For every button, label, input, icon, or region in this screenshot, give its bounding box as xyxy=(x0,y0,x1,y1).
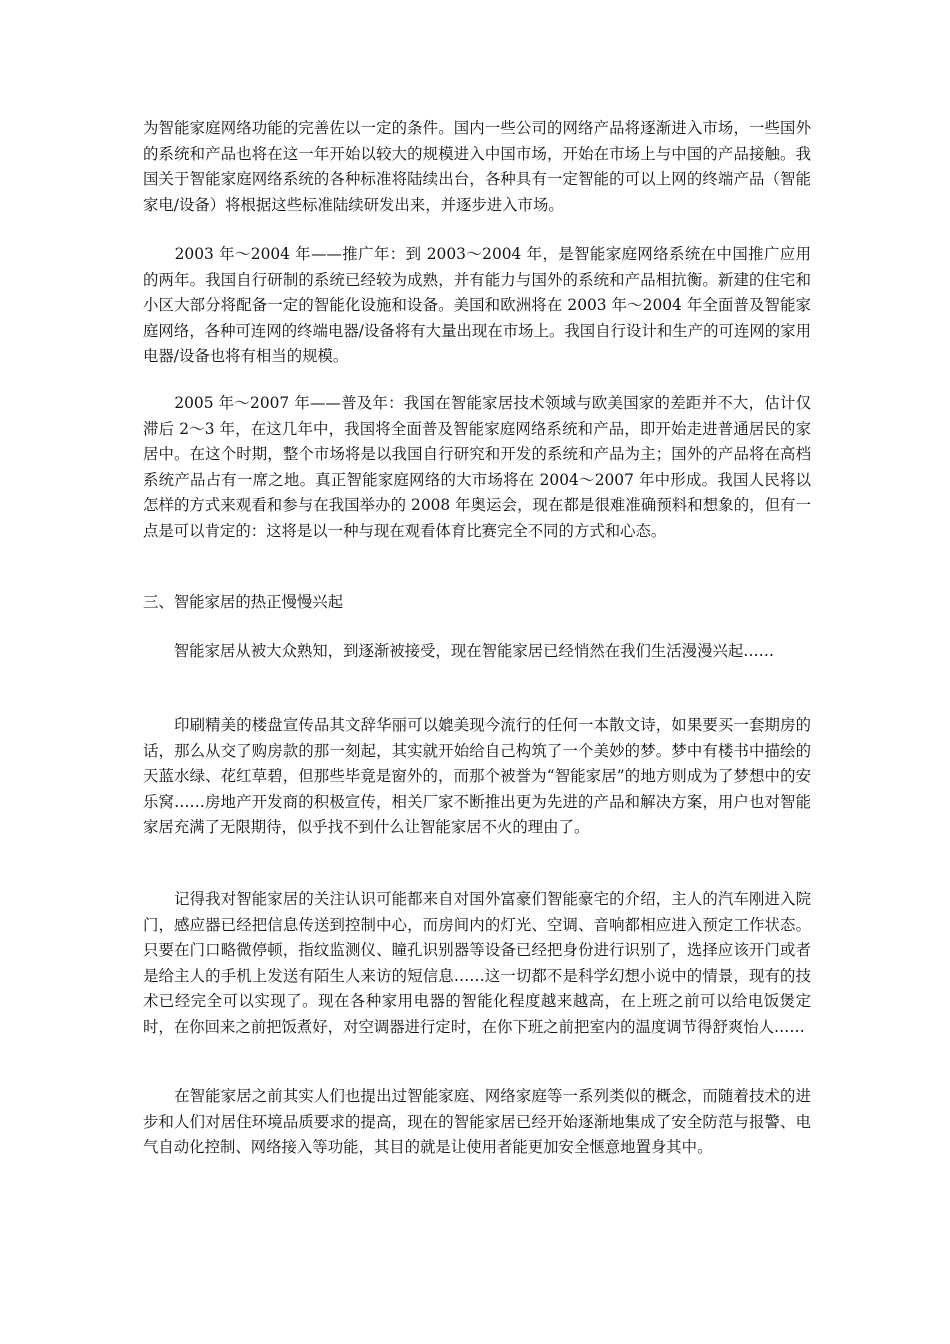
section-heading-3: 三、智能家居的热正慢慢兴起 xyxy=(143,593,344,611)
paragraph-concept-evolution: 在智能家居之前其实人们也提出过智能家庭、网络家庭等一系列类似的概念，而随着技术的进步和人们对居住环境品质要求的提高，现在的智能家居已经开始逐渐地集成了安全防范与报警、电气自动化控制、网络接入等功能，其目的就是让使用者能更加安全惬意地置身其中。 xyxy=(143,1087,811,1157)
paragraph-brochure-dream: 印刷精美的楼盘宣传品其文辞华丽可以媲美现今流行的任何一本散文诗，如果要买一套期房的话，那么从交了购房款的那一刻起，其实就开始给自己构筑了一个美妙的梦。梦中有楼书中描绘的天蓝水绿、花红草碧，但那些毕竟是窗外的，而那个被誉为“智能家居”的地方则成为了梦想中的安乐窝……房地产开发商的积极宣传，相关厂家不断推出更为先进的产品和解决方案，用户也对智能家居充满了无限期待，似乎找不到什么让智能家居不火的理由了。 xyxy=(143,716,811,837)
paragraph-promotion-years: 2003 年～2004 年——推广年：到 2003～2004 年，是智能家庭网络系统在中国推广应用的两年。我国自行研制的系统已经较为成熟，并有能力与国外的系统和产品相抗衡。新建的住宅和小区大部分将配备一定的智能化设施和设备。美国和欧洲将在 2003 年～2004 年全面普及智能家庭网络，各种可连网的终端电器/设备将有大量出现在市场上。我国自行设计和生产的可连网的家用电器/设备也将有相当的规模。 xyxy=(143,245,811,366)
paragraph-popularization-years: 2005 年～2007 年——普及年：我国在智能家居技术领域与欧美国家的差距并不大，估计仅滞后 2～3 年，在这几年中，我国将全面普及智能家庭网络系统和产品，即开始走进普通居民的家居中。在这个时期，整个市场将是以我国自行研究和开发的系统和产品为主；国外的产品将在高档系统产品占有一席之地。真正智能家庭网络的大市场将在 2004～2007 年中形成。我国人民将以怎样的方式来观看和参与在我国举办的 2008 年奥运会，现在都是很难准确预料和想象的，但有一点是可以肯定的：这将是以一种与现在观看体育比赛完全不同的方式和心态。 xyxy=(143,394,811,540)
paragraph-smart-home-rising: 智能家居从被大众熟知，到逐渐被接受，现在智能家居已经悄然在我们生活漫漫兴起…… xyxy=(143,642,775,660)
paragraph-network-conditions: 为智能家庭网络功能的完善佐以一定的条件。国内一些公司的网络产品将逐渐进入市场，一些国外的系统和产品也将在这一年开始以较大的规模进入中国市场，开始在市场上与中国的产品接触。我国关于智能家庭网络系统的各种标准将陆续出台，各种具有一定智能的可以上网的终端产品（智能家电/设备）将根据这些标准陆续研发出来，并逐步进入市场。 xyxy=(143,119,811,214)
paragraph-luxury-home-example: 记得我对智能家居的关注认识可能都来自对国外富豪们智能豪宅的介绍，主人的汽车刚进入院门，感应器已经把信息传送到控制中心，而房间内的灯光、空调、音响都相应进入预定工作状态。只要在门口略微停顿，指纹监测仪、瞳孔识别器等设备已经把身份进行识别了，选择应该开门或者是给主人的手机上发送有陌生人来访的短信息……这一切都不是科学幻想小说中的情景，现有的技术已经完全可以实现了。现在各种家用电器的智能化程度越来越高，在上班之前可以给电饭煲定时，在你回来之前把饭煮好，对空调器进行定时，在你下班之前把室内的温度调节得舒爽怡人…… xyxy=(143,890,811,1036)
